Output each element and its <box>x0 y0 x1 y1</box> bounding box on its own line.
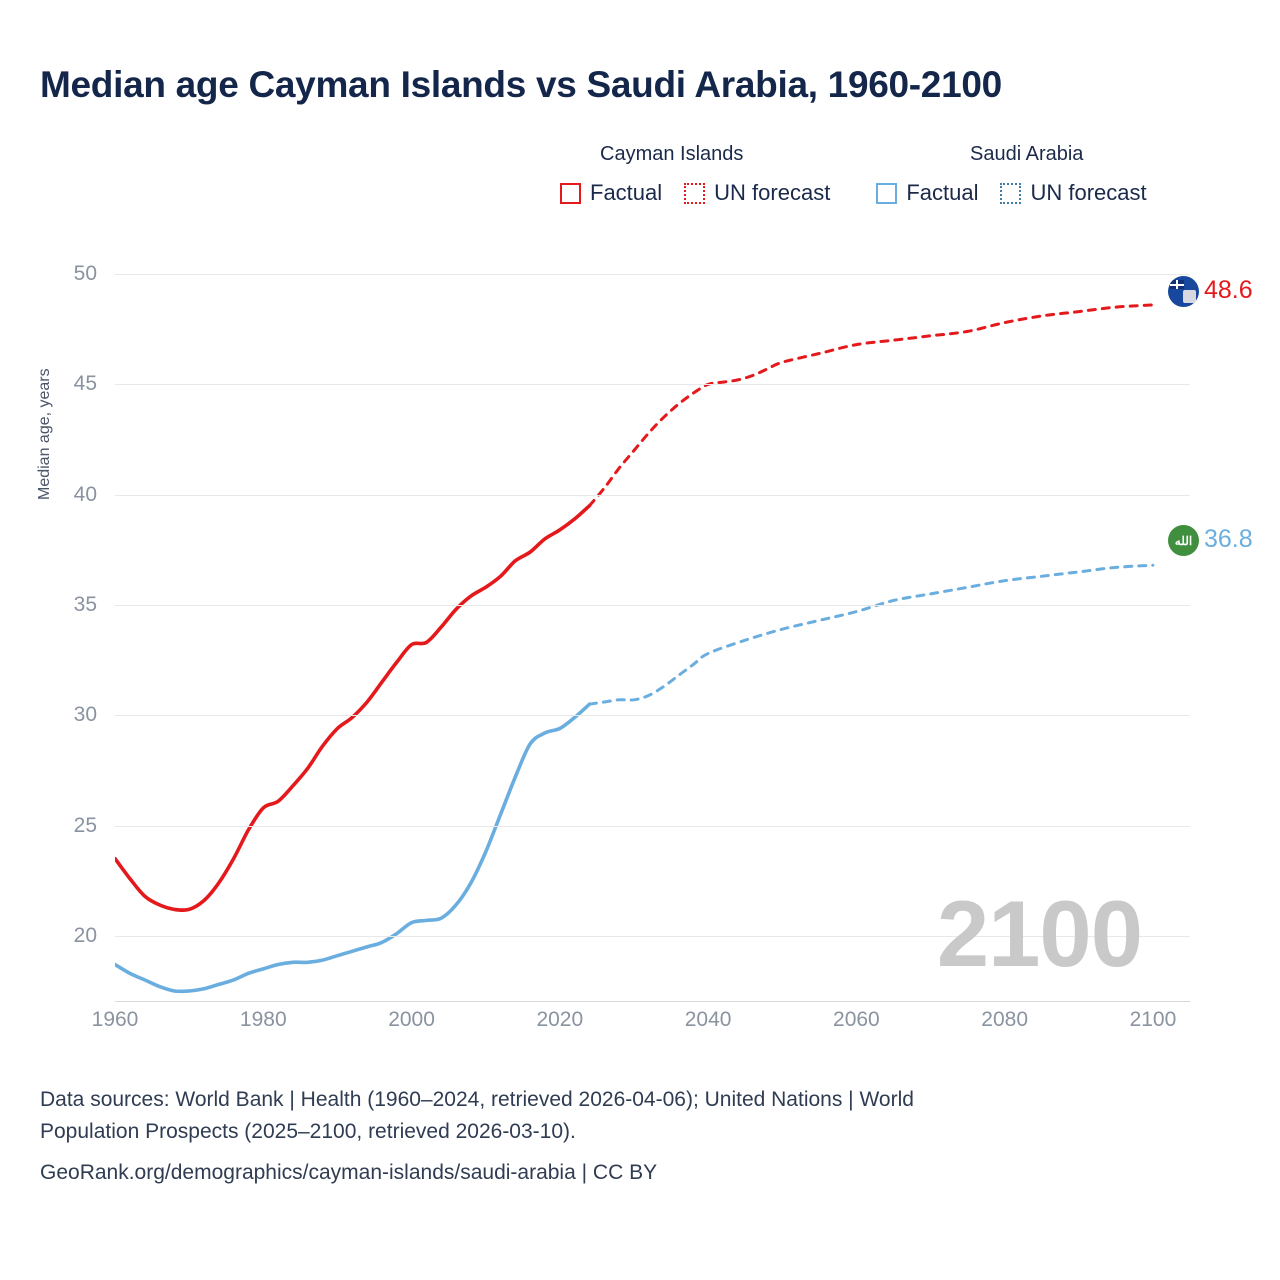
cayman-crest-icon <box>1183 290 1196 303</box>
x-tick-label: 2040 <box>684 1008 732 1031</box>
gridline <box>115 605 1190 606</box>
y-tick-label: 20 <box>73 923 97 947</box>
y-tick-label: 50 <box>73 262 97 286</box>
gridline <box>115 826 1190 827</box>
x-tick-label: 1960 <box>91 1008 139 1031</box>
footer-link[interactable]: GeoRank.org/demographics/cayman-islands/saudi-arabia | CC BY <box>40 1161 658 1184</box>
legend-swatch-solid-blue-icon <box>876 183 897 204</box>
legend-series-name-saudi: Saudi Arabia <box>970 142 1084 165</box>
legend-label-saudi-factual: Factual <box>906 180 979 205</box>
legend-swatch-solid-red-icon <box>560 183 581 204</box>
x-tick-label: 2000 <box>388 1008 435 1031</box>
legend-key-cayman-forecast[interactable] <box>684 180 830 206</box>
x-tick-label: 1980 <box>239 1008 287 1031</box>
x-axis-line <box>115 1001 1190 1002</box>
cayman-islands-flag-icon <box>1168 276 1199 307</box>
footer-sources-line-2: Population Prospects (2025–2100, retrieved 2026-03-10). <box>40 1119 576 1143</box>
x-tick-label: 2020 <box>536 1008 584 1031</box>
footer-sources-line-1: Data sources: World Bank | Health (1960–2024, retrieved 2026-04-06); United Nations | World <box>40 1088 914 1111</box>
legend-key-saudi-factual[interactable] <box>876 180 978 206</box>
legend-swatch-dotted-red-icon <box>684 183 705 204</box>
gridline <box>115 715 1190 716</box>
chart-title: Median age Cayman Islands vs Saudi Arabia, 1960-2100 <box>40 64 1002 105</box>
legend-swatch-dotted-blue-icon <box>1000 183 1021 204</box>
footer <box>40 1084 1220 1189</box>
y-axis-label: Median age, years <box>36 368 53 500</box>
legend-keys <box>560 176 1260 210</box>
legend-label-cayman-forecast: UN forecast <box>714 180 831 205</box>
series-line-saudi-arabia-factual <box>115 704 590 991</box>
union-jack-icon <box>1170 280 1184 289</box>
y-tick-label: 35 <box>73 592 97 616</box>
legend-series-names <box>560 140 1260 168</box>
gridline <box>115 384 1190 385</box>
legend-series-name-cayman: Cayman Islands <box>600 142 744 165</box>
legend-label-saudi-forecast: UN forecast <box>1030 180 1147 205</box>
gridline <box>115 274 1190 275</box>
series-line-cayman-islands-factual <box>115 506 590 911</box>
gridline <box>115 495 1190 496</box>
y-tick-label: 45 <box>73 372 97 396</box>
y-tick-label: 40 <box>73 482 97 506</box>
series-line-saudi-arabia-un-forecast <box>590 565 1153 704</box>
y-tick-label: 30 <box>73 703 97 727</box>
legend-key-cayman-factual[interactable] <box>560 180 662 206</box>
end-value-saudi: 36.8 <box>1204 525 1253 553</box>
saudi-arabia-flag-icon <box>1168 525 1199 556</box>
chart-legend <box>560 140 1260 210</box>
year-watermark: 2100 <box>936 881 1142 986</box>
legend-key-saudi-forecast[interactable] <box>1000 180 1146 206</box>
x-tick-label: 2100 <box>1129 1008 1177 1031</box>
series-line-cayman-islands-un-forecast <box>590 305 1153 506</box>
x-tick-label: 2080 <box>981 1008 1028 1031</box>
y-tick-label: 25 <box>73 813 97 837</box>
legend-label-cayman-factual: Factual <box>590 180 663 205</box>
x-tick-label: 2060 <box>833 1008 880 1031</box>
end-value-cayman: 48.6 <box>1204 276 1253 304</box>
saudi-script-icon: الله <box>1174 533 1193 548</box>
